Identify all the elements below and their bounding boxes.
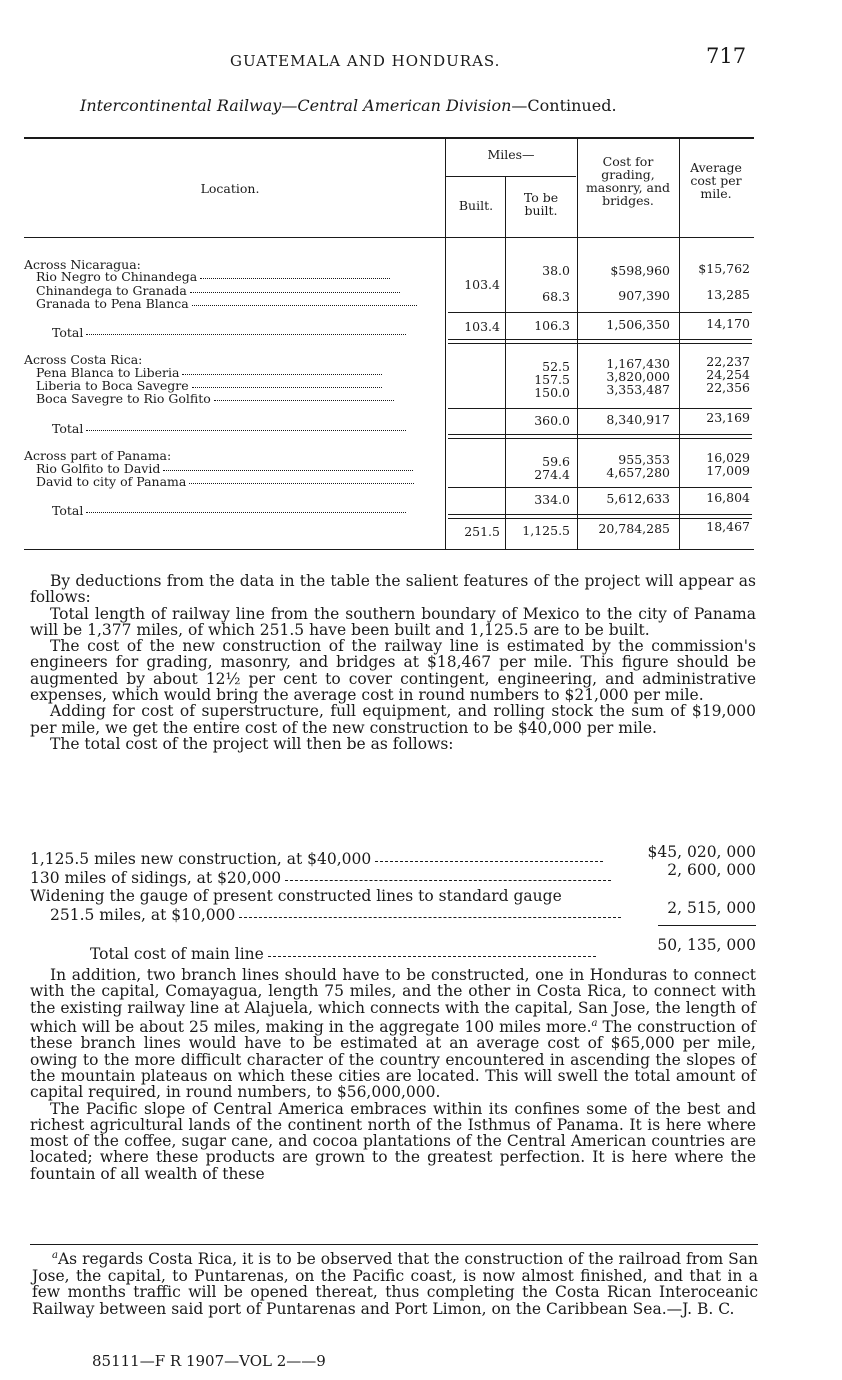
table-row-location: Pena Blanca to Liberia [36,366,382,379]
header-location: Location. [200,181,260,196]
footnote-rule [30,1244,758,1245]
cell-average: 22,356 [706,380,750,395]
cell-to-be-built: 157.5 [534,372,570,387]
table-top-rule [24,137,754,139]
total-to-be-built: 334.0 [534,492,570,507]
subtotal-rule [448,312,752,313]
cell-to-be-built: 38.0 [542,263,570,278]
table-bottom-rule [24,549,754,550]
cell-built-merged: 103.4 [464,277,500,292]
cost-item-value: 2, 515, 000 [667,899,756,917]
section-title-costa-rica: Across Costa Rica: [24,352,143,367]
cell-cost: 3,820,000 [606,369,670,384]
subtotal-rule [448,487,752,488]
col-divider-2 [505,176,506,549]
table-row-location: Rio Negro to Chinandega [36,270,390,283]
total-to-be-built: 106.3 [534,318,570,333]
header-miles: Miles— [487,147,535,162]
cell-average: 16,029 [706,450,750,465]
cell-to-be-built: 52.5 [542,359,570,374]
section-title-nicaragua: Across Nicaragua: [24,257,141,272]
cost-total-value: 50, 135, 000 [657,936,756,954]
cell-to-be-built: 150.0 [534,385,570,400]
total-double-rule [448,434,752,439]
total-cost: 1,506,350 [606,317,670,332]
cell-cost: $598,960 [610,263,670,278]
cell-cost: 907,390 [618,288,670,303]
cost-item-value: $45, 020, 000 [647,843,756,861]
grand-total-average: 18,467 [706,519,750,534]
cell-to-be-built: 274.4 [534,467,570,482]
table-row-location: Granada to Pena Blanca [36,297,417,310]
caption-italic: Intercontinental Railway—Central American Division [80,96,512,115]
page-number: 717 [706,44,747,68]
header-to-be-built: To be built. [523,190,559,218]
cell-average: 22,237 [706,354,750,369]
cell-to-be-built: 68.3 [542,289,570,304]
cost-item-label: 1,125.5 miles new construction, at $40,000 [30,850,603,868]
imprint: 85111—F R 1907—VOL 2——9 [92,1352,326,1370]
cell-cost: 1,167,430 [606,356,670,371]
total-label: Total [52,504,406,517]
cell-cost: 3,353,487 [606,382,670,397]
table-row-location: Boca Savegre to Rio Golfito [36,392,394,405]
cell-average: 24,254 [706,367,750,382]
total-average: 23,169 [706,410,750,425]
header-cost: Cost for grading, masonry, and bridges. [585,154,671,208]
section-title-panama: Across part of Panama: [24,448,172,463]
cost-item-label: 251.5 miles, at $10,000 [50,906,621,924]
total-to-be-built: 360.0 [534,413,570,428]
cost-item-label: 130 miles of sidings, at $20,000 [30,869,611,887]
cell-average: 17,009 [706,463,750,478]
grand-total-cost: 20,784,285 [598,521,670,536]
cell-average: 13,285 [706,287,750,302]
cell-average: $15,762 [698,261,750,276]
total-average: 14,170 [706,316,750,331]
total-label: Total [52,326,406,339]
paragraph: The Pacific slope of Central America embraces within its confines some of the best and richest agricultural lands of the continent north of the Isthmus of Panama. It is here where most of the coffee, sugar cane, and cocoa plantations of the Central American countries are located; where these products are grown to the greatest perfection. It is here where the fountain of all wealth of these [30,1099,756,1183]
table-row-location: Rio Golfito to David [36,462,413,475]
total-label: Total [52,422,406,435]
total-cost: 8,340,917 [606,412,670,427]
paragraph: By deductions from the data in the table the salient features of the project will appear as follows: [30,572,756,607]
total-average: 16,804 [706,490,750,505]
total-built: 103.4 [464,319,500,334]
subtotal-rule [448,408,752,409]
cell-cost: 4,657,280 [606,465,670,480]
paragraph: The cost of the new construction of the railway line is estimated by the commission's engineers for grading, masonry, and bridges at $18,467 per mile. This figure should be augmented by about 12½ per cent to cover contingent, engineering, and administrative expenses, which would bring the average cost in round numbers to $21,000 per mile. [30,637,756,705]
grand-total-built: 251.5 [464,524,500,539]
total-double-rule [448,339,752,344]
paragraph: Total length of railway line from the southern boundary of Mexico to the city of Panama will be 1,377 miles, of which 251.5 have been built and 1,125.5 are to be built. [30,604,756,639]
footnote-text: As regards Costa Rica, it is to be observed that the construction of the railroad from San Jose, the capital, to Puntarenas, on the Pacific coast, is now almost finished, and that in a few months traffic will be opened thereat, thus completing the Costa Rican Interoceanic Railway between said port of Puntarenas and Port Limon, on the Caribbean Sea.—J. B. C. [32,1250,758,1318]
body-text [30,573,756,752]
cell-cost: 955,353 [618,452,670,467]
cost-total-label: Total cost of main line [90,945,596,963]
header-built: Built. [458,198,494,213]
footnote-ref: a [591,1017,598,1029]
table-header-rule [24,237,754,238]
cost-item-value: 2, 600, 000 [667,861,756,879]
running-title: GUATEMALA AND HONDURAS. [230,52,501,70]
caption-rest: —Continued. [511,96,617,115]
sum-rule [658,925,756,926]
paragraph: Adding for cost of superstructure, full equipment, and rolling stock the sum of $19,000 per mile, we get the entire cost of the new construction to be $40,000 per mile. [30,702,756,737]
table-caption [80,96,617,115]
grand-total-to-be-built: 1,125.5 [522,523,570,538]
footnote-marker: a [52,1250,58,1261]
cell-to-be-built: 59.6 [542,454,570,469]
footnote [32,1248,758,1317]
cost-item-label: Widening the gauge of present constructed lines to standard gauge [30,887,562,905]
total-cost: 5,612,633 [606,491,670,506]
col-divider-1 [445,137,446,549]
miles-subheader-rule [446,176,576,177]
paragraph: In addition, two branch lines should have to be constructed, one in Honduras to connect with the capital, Comayagua, length 75 miles, and the other in Costa Rica, to connect with the existing railway line at Alajuela, which connects with the capital, San Jose, the length of which will be about 25 miles, making in the aggregate 100 miles more.$^a$ The construction of these branch lines would have to be estimated at an average cost of $65,000 per mile, owing to the more difficult character of the country encountered in ascending the slopes of the mountain plateaus on which these cities are located. This will swell the total amount of capital required, in round numbers, to $56,000,000. [30,966,756,1102]
paragraph: The total cost of the project will then be as follows: [50,734,454,753]
table-row-location: David to city of Panama [36,475,414,488]
body-text-continued [30,967,756,1182]
table-row-location: Liberia to Boca Savegre [36,379,382,392]
header-average: Average cost per mile. [690,160,742,201]
table-row-location: Chinandega to Granada [36,284,400,297]
